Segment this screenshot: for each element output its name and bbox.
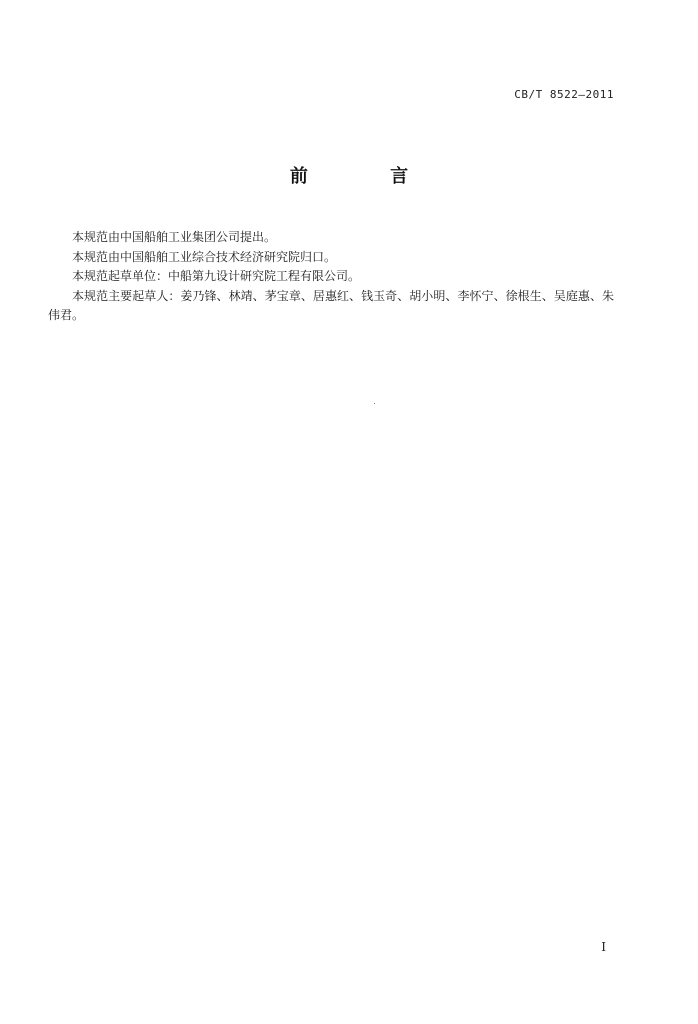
- paragraph-centralized: 本规范由中国船舶工业综合技术经济研究院归口。: [72, 249, 337, 264]
- page-number: I: [601, 940, 606, 954]
- preface-body: [48, 228, 614, 326]
- paragraph-drafters: 本规范主要起草人：姜乃锋、林靖、茅宝章、居惠红、钱玉奇、胡小明、李怀宁、徐根生、吴庭惠、朱伟君。: [48, 288, 614, 322]
- standard-code: CB/T 8522—2011: [514, 88, 614, 101]
- page-title: 前 言: [289, 166, 447, 187]
- paragraph-proposer: 本规范由中国船舶工业集团公司提出。: [72, 230, 277, 244]
- scan-speck: [374, 403, 375, 404]
- paragraph-drafting-unit: 本规范起草单位：中船第九设计研究院工程有限公司。: [72, 269, 361, 283]
